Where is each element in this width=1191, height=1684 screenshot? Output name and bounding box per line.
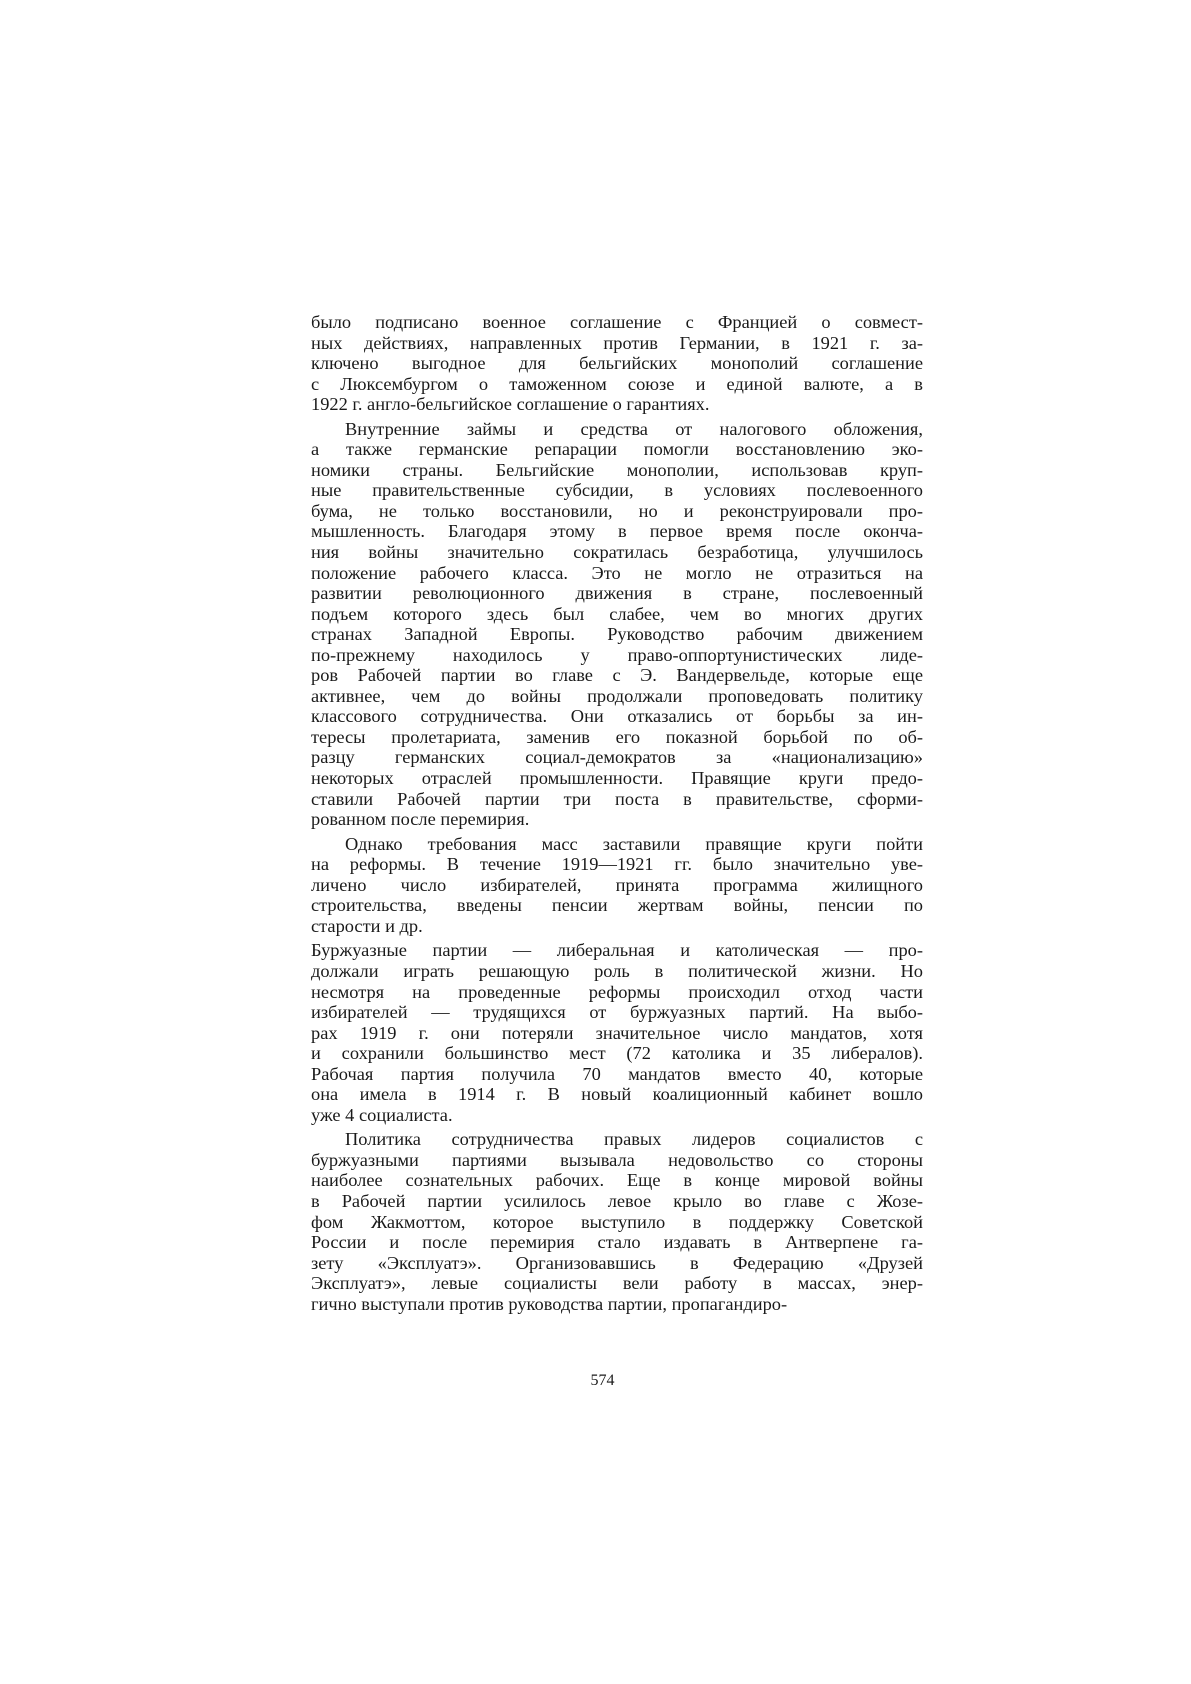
text-line: разцу германских социал-демократов за «национализацию»: [311, 747, 923, 768]
text-line: 1922 г. англо-бельгийское соглашение о гарантиях.: [311, 394, 710, 415]
text-line: Политика сотрудничества правых лидеров социалистов с: [345, 1129, 923, 1150]
text-line: ров Рабочей партии во главе с Э. Вандервельде, которые еще: [311, 665, 923, 686]
text-line: бума, не только восстановили, но и реконструировали про-: [311, 500, 923, 521]
text-line: Буржуазные партии — либеральная и католическая — про-: [311, 940, 923, 961]
text-line: избирателей — трудящихся от буржуазных партий. На выбо-: [311, 1002, 923, 1023]
text-line: гично выступали против руководства партии, пропагандиро-: [311, 1293, 788, 1314]
text-line: странах Западной Европы. Руководство рабочим движением: [311, 624, 923, 645]
paragraph: [311, 1129, 923, 1314]
paragraph: [311, 312, 923, 415]
text-line: России и после перемирия стало издавать в Антверпене га-: [311, 1232, 923, 1253]
text-line: рованном после перемирия.: [311, 809, 530, 830]
text-line: Рабочая партия получила 70 мандатов вместо 40, которые: [311, 1063, 923, 1084]
text-line: ставили Рабочей партии три поста в правительстве, сформи-: [311, 788, 923, 809]
text-line: некоторых отраслей промышленности. Правящие круги предо-: [311, 768, 923, 789]
text-line: должали играть решающую роль в политической жизни. Но: [311, 960, 923, 981]
text-line: рах 1919 г. они потеряли значительное число мандатов, хотя: [311, 1022, 923, 1043]
text-line: старости и др.: [311, 915, 423, 936]
text-line: ные правительственные субсидии, в условиях послевоенного: [311, 480, 923, 501]
text-line: строительства, введены пенсии жертвам войны, пенсии по: [311, 895, 923, 916]
text-line: положение рабочего класса. Это не могло не отразиться на: [311, 562, 923, 583]
text-line: активнее, чем до войны продолжали проповедовать политику: [311, 685, 923, 706]
text-line: фом Жакмоттом, которое выступило в поддержку Советской: [311, 1211, 923, 1232]
text-line: она имела в 1914 г. В новый коалиционный кабинет вошло: [311, 1084, 923, 1105]
text-line: с Люксембургом о таможенном союзе и единой валюте, а в: [311, 373, 923, 394]
paragraph: [311, 940, 923, 1125]
text-line: развитии революционного движения в стране, послевоенный: [311, 583, 923, 604]
text-line: ния войны значительно сократилась безработица, улучшилось: [311, 542, 923, 563]
text-line: ключено выгодное для бельгийских монополий соглашение: [311, 353, 923, 374]
text-line: ных действиях, направленных против Германии, в 1921 г. за-: [311, 332, 923, 353]
text-line: зету «Эксплуатэ». Организовавшись в Федерацию «Друзей: [311, 1252, 923, 1273]
paragraph: [311, 419, 923, 830]
paragraph: [311, 834, 923, 937]
text-line: уже 4 социалиста.: [311, 1104, 453, 1125]
text-line: подъем которого здесь был слабее, чем во многих других: [311, 603, 923, 624]
text-line: в Рабочей партии усилилось левое крыло во главе с Жозе-: [311, 1190, 923, 1211]
text-line: буржуазными партиями вызывала недовольство со стороны: [311, 1149, 923, 1170]
text-line: личено число избирателей, принята программа жилищного: [311, 874, 923, 895]
body-text: [311, 312, 923, 1318]
text-line: мышленность. Благодаря этому в первое время после оконча-: [311, 521, 923, 542]
text-line: несмотря на проведенные реформы происходил отход части: [311, 981, 923, 1002]
text-line: на реформы. В течение 1919—1921 гг. было значительно уве-: [311, 854, 923, 875]
text-line: и сохранили большинство мест (72 католика и 35 либералов).: [311, 1043, 923, 1064]
text-line: Однако требования масс заставили правящие круги пойти: [345, 833, 923, 854]
text-line: номики страны. Бельгийские монополии, использовав круп-: [311, 459, 923, 480]
text-line: а также германские репарации помогли восстановлению эко-: [311, 439, 923, 460]
text-line: Внутренние займы и средства от налогового обложения,: [345, 418, 923, 439]
text-line: наиболее сознательных рабочих. Еще в конце мировой войны: [311, 1170, 923, 1191]
text-line: Эксплуатэ», левые социалисты вели работу в массах, энер-: [311, 1273, 923, 1294]
text-line: по-прежнему находилось у право-оппортунистических лиде-: [311, 644, 923, 665]
text-line: было подписано военное соглашение с Францией о совмест-: [311, 312, 923, 332]
text-line: тересы пролетариата, заменив его показной борьбой по об-: [311, 726, 923, 747]
page-number: 574: [590, 1372, 615, 1389]
text-line: классового сотрудничества. Они отказались от борьбы за ин-: [311, 706, 923, 727]
